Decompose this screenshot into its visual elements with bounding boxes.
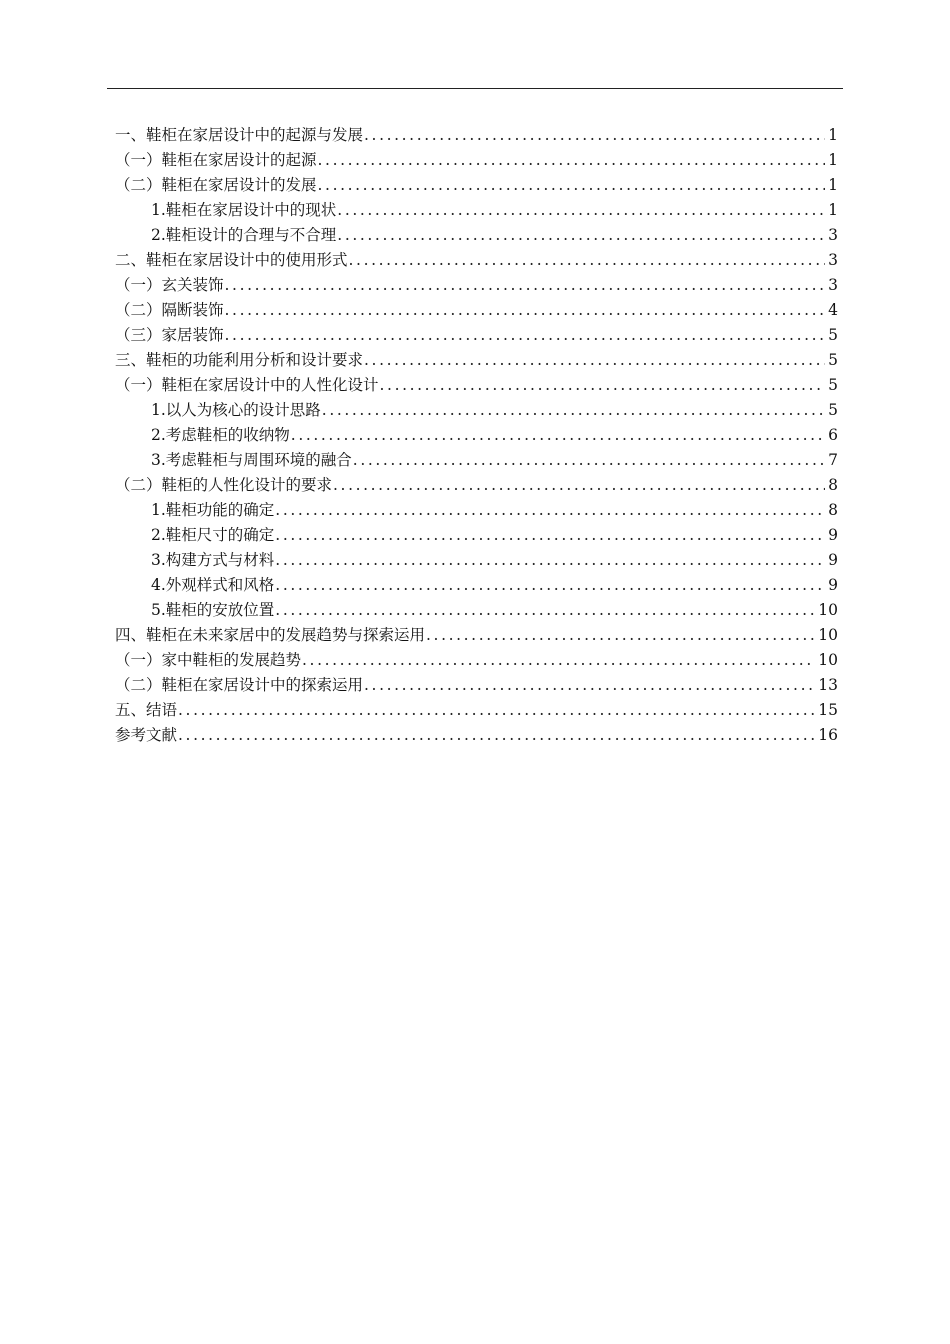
toc-entry-page-number: 9 xyxy=(828,526,838,544)
toc-dot-leader xyxy=(333,473,825,498)
toc-entry-title: 五、结语 xyxy=(115,701,178,719)
toc-entry-title: 四、鞋柜在未来家居中的发展趋势与探索运用 xyxy=(115,626,426,644)
toc-entry-title: （一）家中鞋柜的发展趋势 xyxy=(115,651,302,669)
toc-entry[interactable] xyxy=(115,123,838,148)
toc-entry[interactable] xyxy=(115,698,838,723)
toc-entry[interactable] xyxy=(115,248,838,273)
toc-entry-title: （二）鞋柜在家居设计中的探索运用 xyxy=(115,676,364,694)
toc-entry-title: 2.鞋柜设计的合理与不合理 xyxy=(151,226,337,244)
toc-dot-leader xyxy=(302,648,815,673)
toc-dot-leader xyxy=(275,523,825,548)
toc-entry[interactable] xyxy=(115,423,838,448)
toc-entry-title: （二）隔断装饰 xyxy=(115,301,224,319)
toc-dot-leader xyxy=(275,598,815,623)
toc-entry-page-number: 8 xyxy=(828,476,838,494)
toc-entry-page-number: 10 xyxy=(818,626,838,644)
toc-entry-page-number: 4 xyxy=(828,301,838,319)
toc-entry-page-number: 1 xyxy=(828,176,838,194)
toc-entry-page-number: 16 xyxy=(818,726,838,744)
toc-dot-leader xyxy=(322,398,825,423)
toc-entry[interactable] xyxy=(115,598,838,623)
toc-entry-page-number: 1 xyxy=(828,151,838,169)
toc-entry-page-number: 3 xyxy=(828,276,838,294)
toc-entry-page-number: 7 xyxy=(828,451,838,469)
toc-entry-page-number: 3 xyxy=(828,251,838,269)
toc-entry[interactable] xyxy=(115,198,838,223)
toc-entry[interactable] xyxy=(115,473,838,498)
toc-entry-page-number: 9 xyxy=(828,576,838,594)
toc-entry[interactable] xyxy=(115,523,838,548)
toc-dot-leader xyxy=(275,573,825,598)
toc-entry-title: 三、鞋柜的功能利用分析和设计要求 xyxy=(115,351,364,369)
toc-entry-page-number: 10 xyxy=(818,601,838,619)
toc-entry[interactable] xyxy=(115,348,838,373)
toc-entry[interactable] xyxy=(115,298,838,323)
toc-entry-title: 1.鞋柜在家居设计中的现状 xyxy=(151,201,337,219)
toc-entry-title: （三）家居装饰 xyxy=(115,326,224,344)
toc-entry[interactable] xyxy=(115,498,838,523)
toc-entry-page-number: 10 xyxy=(818,651,838,669)
toc-entry[interactable] xyxy=(115,623,838,648)
toc-dot-leader xyxy=(275,498,825,523)
toc-entry-title: 3.构建方式与材料 xyxy=(151,551,275,569)
toc-dot-leader xyxy=(275,548,825,573)
table-of-contents xyxy=(115,123,838,748)
toc-entry[interactable] xyxy=(115,398,838,423)
toc-entry-page-number: 5 xyxy=(828,376,838,394)
toc-entry-title: 一、鞋柜在家居设计中的起源与发展 xyxy=(115,126,364,144)
toc-dot-leader xyxy=(349,248,826,273)
toc-dot-leader xyxy=(380,373,826,398)
toc-entry[interactable] xyxy=(115,648,838,673)
toc-entry-title: 4.外观样式和风格 xyxy=(151,576,275,594)
toc-dot-leader xyxy=(178,723,815,748)
header-rule xyxy=(107,88,843,89)
toc-dot-leader xyxy=(337,198,825,223)
toc-entry-page-number: 15 xyxy=(818,701,838,719)
toc-entry-title: （一）玄关装饰 xyxy=(115,276,224,294)
toc-dot-leader xyxy=(364,673,815,698)
toc-entry-title: 3.考虑鞋柜与周围环境的融合 xyxy=(151,451,352,469)
toc-entry[interactable] xyxy=(115,573,838,598)
toc-entry-page-number: 1 xyxy=(828,126,838,144)
toc-entry-page-number: 1 xyxy=(828,201,838,219)
toc-entry[interactable] xyxy=(115,223,838,248)
toc-entry[interactable] xyxy=(115,323,838,348)
toc-dot-leader xyxy=(364,123,825,148)
toc-dot-leader xyxy=(178,698,815,723)
toc-entry-title: （二）鞋柜在家居设计的发展 xyxy=(115,176,317,194)
toc-entry[interactable] xyxy=(115,173,838,198)
toc-entry[interactable] xyxy=(115,448,838,473)
toc-entry-title: （二）鞋柜的人性化设计的要求 xyxy=(115,476,333,494)
toc-entry-title: （一）鞋柜在家居设计的起源 xyxy=(115,151,317,169)
toc-entry-page-number: 5 xyxy=(828,351,838,369)
toc-entry-page-number: 3 xyxy=(828,226,838,244)
toc-dot-leader xyxy=(426,623,815,648)
toc-entry-title: 5.鞋柜的安放位置 xyxy=(151,601,275,619)
toc-entry-title: 1.鞋柜功能的确定 xyxy=(151,501,275,519)
toc-entry-title: 1.以人为核心的设计思路 xyxy=(151,401,321,419)
toc-entry-title: 2.考虑鞋柜的收纳物 xyxy=(151,426,290,444)
toc-entry[interactable] xyxy=(115,373,838,398)
toc-entry[interactable] xyxy=(115,273,838,298)
toc-entry[interactable] xyxy=(115,673,838,698)
toc-entry-page-number: 9 xyxy=(828,551,838,569)
toc-entry-page-number: 13 xyxy=(818,676,838,694)
toc-entry-title: 2.鞋柜尺寸的确定 xyxy=(151,526,275,544)
toc-dot-leader xyxy=(318,148,826,173)
toc-entry[interactable] xyxy=(115,148,838,173)
toc-dot-leader xyxy=(225,273,826,298)
toc-entry-page-number: 8 xyxy=(828,501,838,519)
toc-dot-leader xyxy=(291,423,825,448)
toc-entry-page-number: 5 xyxy=(828,326,838,344)
toc-dot-leader xyxy=(364,348,825,373)
toc-entry-title: 二、鞋柜在家居设计中的使用形式 xyxy=(115,251,348,269)
toc-entry-title: （一）鞋柜在家居设计中的人性化设计 xyxy=(115,376,379,394)
toc-entry[interactable] xyxy=(115,723,838,748)
toc-dot-leader xyxy=(318,173,826,198)
toc-dot-leader xyxy=(353,448,825,473)
toc-entry-title: 参考文献 xyxy=(115,726,178,744)
toc-entry-page-number: 5 xyxy=(828,401,838,419)
toc-dot-leader xyxy=(225,323,826,348)
toc-dot-leader xyxy=(225,298,826,323)
toc-dot-leader xyxy=(337,223,825,248)
toc-entry[interactable] xyxy=(115,548,838,573)
toc-entry-page-number: 6 xyxy=(828,426,838,444)
